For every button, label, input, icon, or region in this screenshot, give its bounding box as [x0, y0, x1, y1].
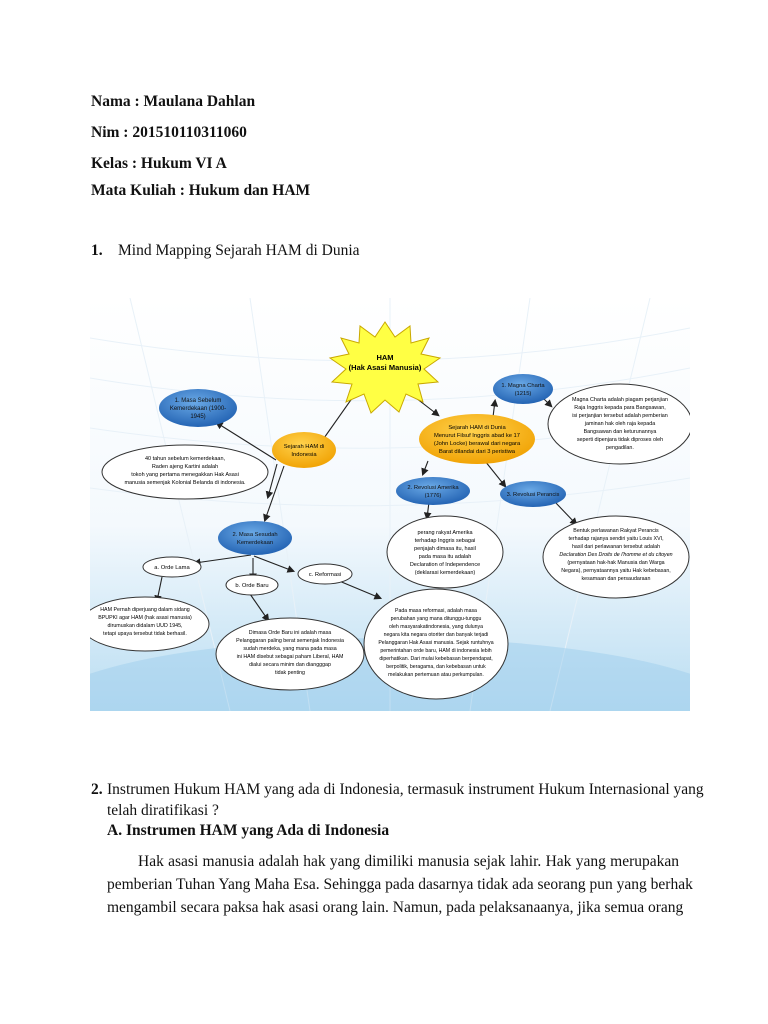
amerika-desc-line: pada masa itu adalah: [418, 554, 472, 560]
student-name: Nama : Maulana Dahlan: [91, 93, 256, 110]
magna-desc-line: Bangsawan dan keturunannya: [583, 429, 657, 435]
reformasi-desc-line: Pada masa reformasi, adalah masa: [395, 608, 477, 614]
amerika-desc-line: terhadap Inggris sebagai: [414, 538, 476, 544]
reformasi-desc-line: Pelanggaran Hak Asasi manusia. Sejak runtuhnya: [378, 640, 494, 646]
perancis-desc-line: terhadap rajanya sendiri yaitu Louis XVI,: [568, 536, 664, 542]
reformasi-desc: [378, 608, 493, 678]
amerika-desc-line: Declaration of Independence: [409, 562, 481, 568]
reformasi-desc-line: perubahan yang mana ditunggu-tunggu: [390, 616, 482, 622]
paragraph-line-2: pemberian Tuhan Yang Maha Esa. Sehingga pada dasarnya tidak ada seorang pun yang berhak: [107, 876, 693, 893]
orde-lama-label: a. Orde Lama: [154, 565, 190, 571]
paragraph-line-1: Hak asasi manusia adalah hak yang dimiliki manusia sejak lahir. Hak yang merupakan: [138, 853, 679, 870]
masa-sesudah-label-2: Kemerdekaan: [236, 540, 274, 546]
amerika-desc-line: penjajah dimasa itu, hasil: [414, 546, 476, 552]
reformasi-desc-line: negara kita negara otoriter dan banyak terjadi: [383, 632, 489, 638]
orde-baru-desc-line: Pelanggaran paling berat semenjak Indonesia: [236, 638, 344, 644]
sejarah-dunia-label-4: Barat dilandai dari 3 peristiwa: [438, 449, 516, 455]
amerika-desc-bubble: [387, 516, 503, 588]
orde-baru-desc-line: sudah merdeka, yang mana pada masa: [243, 646, 337, 652]
orde-lama-desc-line: HAM Pernah diperjuang dalam sidang: [100, 607, 190, 613]
perancis-desc: [559, 528, 672, 582]
magna-desc-line: Magna Charta adalah piagam perjanjian: [572, 397, 668, 403]
revolusi-amerika-label-2: (1776): [424, 493, 442, 499]
sejarah-dunia-label-3: (John Locke) berawal dari negara: [433, 441, 521, 447]
revolusi-amerika-label-1: 2. Revolusi Amerika: [407, 485, 459, 491]
magna-desc-line: seperti dipenjara tidak diproses oleh: [576, 437, 664, 443]
section2-question-line2: telah diratifikasi ?: [107, 802, 219, 819]
orde-baru-label: b. Orde Baru: [235, 583, 269, 589]
section2-subheading: A. Instrumen HAM yang Ada di Indonesia: [107, 822, 390, 839]
section1-number: 1.: [91, 242, 103, 259]
section2-question-line1: Instrumen Hukum HAM yang ada di Indonesia, termasuk instrument Hukum Internasional yang: [107, 781, 704, 798]
sejarah-indonesia-label-2: Indonesia: [291, 452, 317, 458]
magna-desc-line: isi perjanjian tersebut adalah pemberian: [572, 413, 668, 419]
paragraph-line-3: mengambil secara paksa hak asasi orang lain. Namun, pada pelaksanaanya, jika semua orang: [107, 899, 684, 916]
perancis-desc-line: hasil dari perlawanan tersebut adalah: [571, 544, 661, 550]
kartini-desc-line: manusia semenjak Kolonial Belanda di indonesia.: [124, 480, 246, 486]
reformasi-desc-line: melakukan pertemuan atau perkumpulan.: [388, 672, 484, 678]
section1-title: Mind Mapping Sejarah HAM di Dunia: [118, 242, 360, 259]
magna-charta-desc: [572, 397, 668, 451]
masa-sesudah-bubble: [218, 521, 292, 555]
magna-desc-line: pengadilan.: [606, 445, 634, 451]
kartini-desc-line: 40 tahun sebelum kemerdekaan,: [144, 456, 226, 462]
sejarah-dunia-label-2: Menurut Filsuf Inggris abad ke 17: [433, 433, 521, 439]
reformasi-label: c. Reformasi: [308, 572, 342, 578]
magna-desc-line: jaminan hak oleh raja kepada: [584, 421, 656, 427]
perancis-desc-line: kesamaan dan persaudaraan: [581, 576, 651, 582]
kartini-desc-line: Raden ajeng Kartini adalah: [151, 464, 219, 470]
student-nim: Nim : 201510110311060: [91, 124, 247, 141]
perancis-desc-line: Declaration Des Droits de l'homme et du citoyen: [559, 552, 673, 558]
ham-subtitle: (Hak Asasi Manusia): [348, 363, 422, 372]
magna-charta-label-1: 1. Magna Charta: [501, 383, 545, 389]
student-class: Kelas : Hukum VI A: [91, 155, 227, 172]
orde-baru-desc-line: ini HAM disebut sebagai paham Liberal, HAM: [236, 654, 344, 660]
course-name: Mata Kuliah : Hukum dan HAM: [91, 182, 311, 199]
sejarah-dunia-bubble: [419, 414, 535, 464]
mind-map-figure: [90, 298, 690, 711]
revolusi-perancis-label: 3. Revolusi Perancis: [506, 492, 560, 498]
masa-sesudah-label-1: 2. Masa Sesudah: [232, 532, 278, 538]
perancis-desc-line: Bentuk perlawanan Rakyat Perancis: [573, 528, 659, 534]
reformasi-desc-line: diperhatikan. Dari mulai kebebasan berpendapat,: [379, 656, 493, 662]
orde-baru-desc-line: dialui secara minim dan diangggap: [249, 662, 331, 668]
reformasi-desc-line: pemerintahan orde baru, HAM di indonesia lebih: [380, 648, 492, 654]
amerika-desc-line: (deklarasi kemerdekaan): [414, 570, 476, 576]
orde-baru-desc-line: tidak penting: [274, 670, 306, 676]
magna-charta-label-2: (1215): [514, 391, 532, 397]
masa-sebelum-label-1: 1. Masa Sebelum: [174, 398, 222, 404]
revolusi-amerika-bubble: [396, 477, 470, 505]
kartini-desc-line: tokoh yang pertama menegakkan Hak Asasi: [131, 472, 239, 478]
amerika-desc-line: perang rakyat Amerika: [417, 530, 473, 536]
reformasi-desc-line: oleh masyarakatindonesia, yang dulunya: [388, 624, 484, 630]
section2-number: 2.: [91, 781, 103, 798]
masa-sebelum-label-3: 1945): [190, 414, 206, 420]
orde-lama-desc-line: tetapi upaya tersebut tidak berhasil.: [103, 631, 187, 637]
magna-charta-bubble: [493, 374, 553, 404]
sejarah-indonesia-label-1: Sejarah HAM di: [283, 444, 325, 450]
perancis-desc-line: (pernyataan hak-hak Manusia dan Warga: [567, 560, 665, 566]
masa-sebelum-label-2: Kemerdekaan (1900-: [169, 406, 227, 412]
sejarah-dunia-label-1: Sejarah HAM di Dunia: [448, 425, 506, 431]
orde-lama-desc-line: dirumuskan didalam UUD 1945,: [107, 623, 183, 629]
ham-title: HAM: [376, 353, 394, 362]
reformasi-desc-line: berpolitik, beragama, dan kebebasan untuk: [386, 664, 486, 670]
orde-lama-desc-line: BPUPKI agar HAM (hak asasi manusia): [98, 615, 192, 621]
perancis-desc-line: Negara), pernyataannya yaitu Hak kebebasan,: [561, 568, 671, 574]
sejarah-indonesia-bubble: [272, 432, 336, 468]
orde-baru-desc-line: Dimasa Orde Baru ini adalah masa: [248, 630, 332, 636]
magna-desc-line: Raja Inggris kepada para Bangsawan,: [574, 405, 666, 411]
